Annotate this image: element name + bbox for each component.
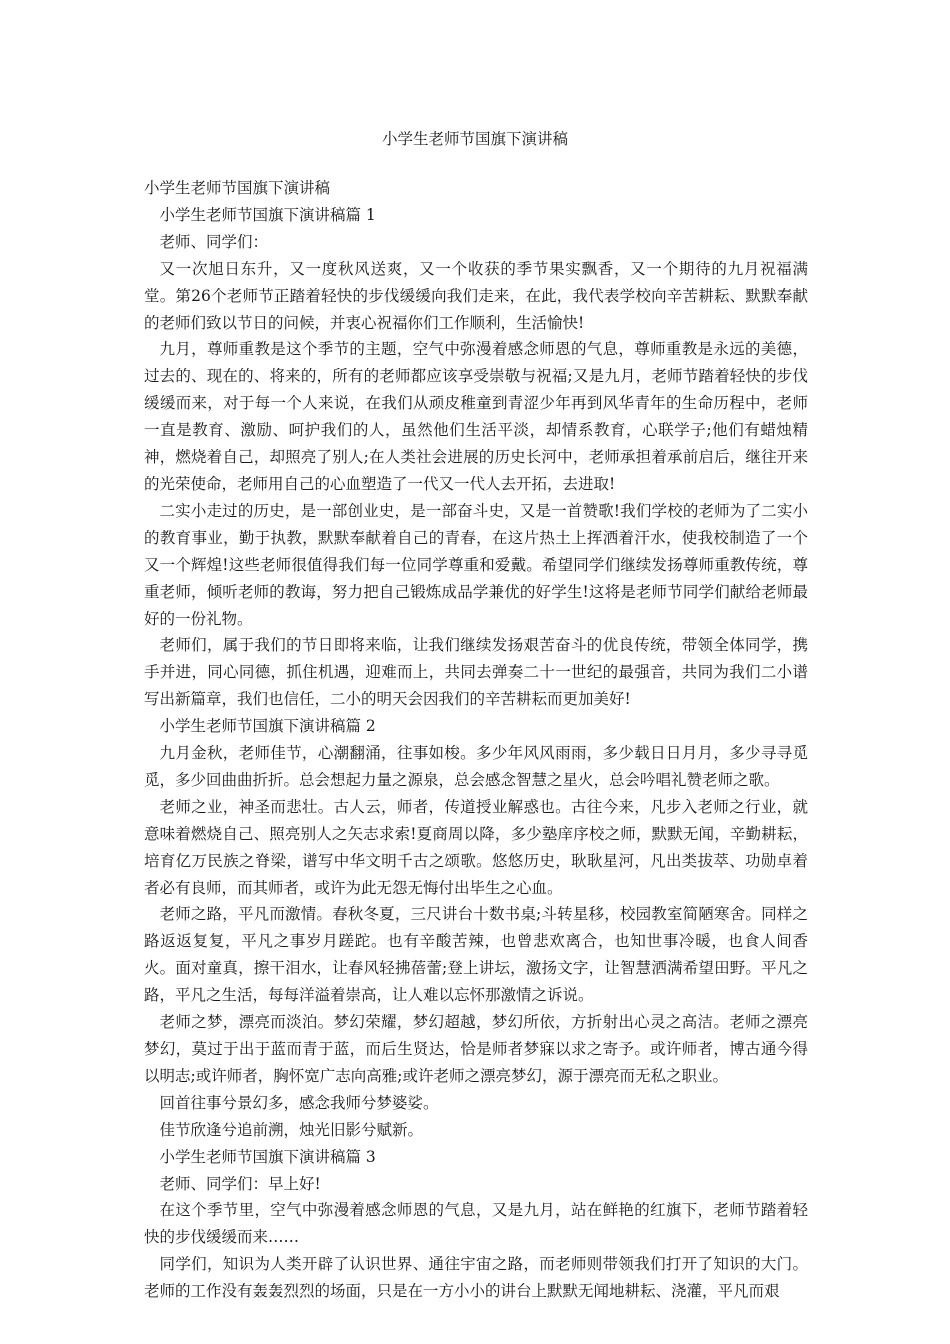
paragraph: 小学生老师节国旗下演讲稿篇 2 [159,717,376,736]
paragraph: 小学生老师节国旗下演讲稿 [144,179,331,197]
document-title: 小学生老师节国旗下演讲稿 [381,130,568,148]
paragraph: 佳节欣逢兮追前溯，烛光旧影兮赋新。 [159,1120,424,1139]
paragraph: 老师、同学们：早上好! [159,1174,321,1193]
paragraph: 回首往事兮景幻多，感念我师兮梦婆娑。 [159,1093,439,1112]
paragraph: 小学生老师节国旗下演讲稿篇 1 [159,205,376,224]
paragraph: 老师们，属于我们的节日即将来临，让我们继续发扬艰苦奋斗的优良传统，带领全体同学，携手并进，同心同德，抓住机遇，迎难而上，共同去弹奏二十一世纪的最强音，共同为我们二小谱写出新篇章，我们也信任，二小的明天会因我们的辛苦耕耘而更加美好! [144,636,808,709]
paragraph: 九月，尊师重教是这个季节的主题，空气中弥漫着感念师恩的气息，尊师重教是永远的美德，过去的、现在的、将来的，所有的老师都应该享受崇敬与祝福;又是九月，老师节踏着轻快的步伐缓缓而来，对于每一个人来说，在我们从顽皮稚童到青涩少年再到风华青年的生命历程中，老师一直是教育、激励、呵护我们的人，虽然他们生活平淡，却情系教育，心联学子;他们有蜡烛精神，燃烧着自己，却照亮了别人;在人类社会进展的历史长河中，老师承担着承前启后，继往开来的光荣使命，老师用自己的心血塑造了一代又一代人去开拓，去进取! [144,340,808,493]
paragraph: 在这个季节里，空气中弥漫着感念师恩的气息，又是九月，站在鲜艳的红旗下，老师节踏着轻快的步伐缓缓而来…… [144,1201,808,1247]
paragraph: 老师之梦，漂亮而淡泊。梦幻荣耀，梦幻超越，梦幻所依，方折射出心灵之高洁。老师之漂亮梦幻，莫过于出于蓝而青于蓝，而后生贤达，恰是师者梦寐以求之寄予。或许师者，博古通今得以明志;或许师者，胸怀宽广志向高雅;或许老师之漂亮梦幻，源于漂亮而无私之职业。 [144,1013,808,1085]
paragraph: 老师之路，平凡而激情。春秋冬夏，三尺讲台十数书桌;斗转星移，校园教室简陋寒舍。同样之路返返复复，平凡之事岁月蹉跎。也有辛酸苦辣，也曾悲欢离合，也知世事冷暖，也食人间香火。面对童真，擦干泪水，让春风轻拂蓓蕾;登上讲坛，激扬文字，让智慧洒满希望田野。平凡之路，平凡之生活，每每洋溢着崇高，让人难以忘怀那激情之诉说。 [144,905,808,1005]
paragraph: 老师之业，神圣而悲壮。古人云，师者，传道授业解惑也。古往今来，凡步入老师之行业，就意味着燃烧自己、照亮别人之矢志求索!夏商周以降，多少塾庠序校之师，默默无闻，辛勤耕耘，培育亿万民族之脊梁，谱写中华文明千古之颂歌。悠悠历史，耿耿星河，凡出类拔萃、功勋卓着者必有良师，而其师者，或许为此无怨无悔付出毕生之心血。 [144,797,808,897]
paragraph: 老师、同学们： [159,232,269,251]
paragraph: 同学们，知识为人类开辟了认识世界、通往宇宙之路，而老师则带领我们打开了知识的大门。老师的工作没有轰轰烈烈的场面，只是在一方小小的讲台上默默无闻地耕耘、浇灌，平凡而艰 [144,1255,808,1301]
paragraph: 又一次旭日东升，又一度秋风送爽，又一个收获的季节果实飘香，又一个期待的九月祝福满堂。第26个老师节正踏着轻快的步伐缓缓向我们走来，在此，我代表学校向辛苦耕耘、默默奉献的老师们致以节日的问候，并衷心祝福你们工作顺利，生活愉快! [144,259,808,332]
paragraph: 小学生老师节国旗下演讲稿篇 3 [159,1147,376,1166]
document-body [144,175,808,1305]
paragraph: 九月金秋，老师佳节，心潮翻涌，往事如梭。多少年风风雨雨，多少载日日月月，多少寻寻觅觅，多少回曲曲折折。总会想起力量之源泉，总会感念智慧之星火，总会吟唱礼赞老师之歌。 [144,744,808,789]
paragraph: 二实小走过的历史，是一部创业史，是一部奋斗史，又是一首赞歌!我们学校的老师为了二实小的教育事业，勤于执教，默默奉献着自己的青春，在这片热土上挥洒着汗水，使我校制造了一个又一个辉煌!这些老师很值得我们每一位同学尊重和爱戴。希望同学们继续发扬尊师重教传统，尊重老师，倾听老师的教诲，努力把自己锻炼成品学兼优的好学生!这将是老师节同学们献给老师最好的一份礼物。 [144,501,808,628]
